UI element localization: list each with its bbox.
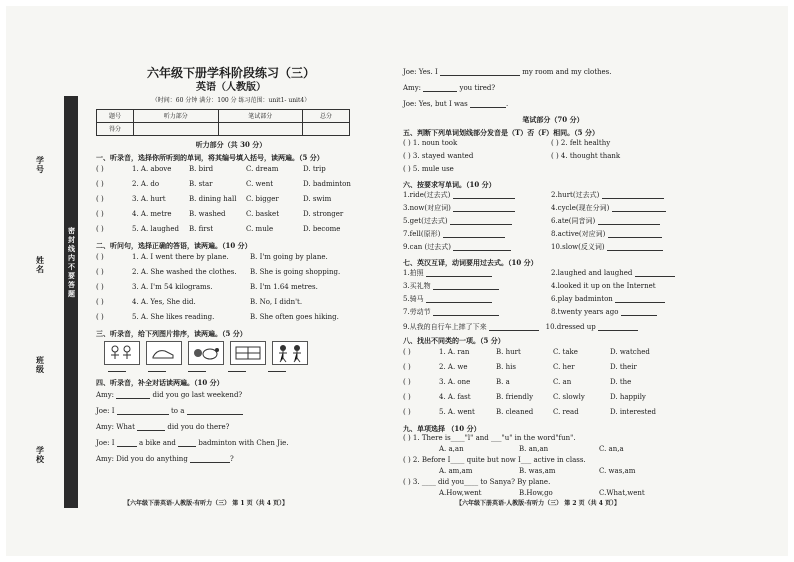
dialog-text: Amy: xyxy=(403,83,422,92)
word-item xyxy=(403,215,551,228)
answer-blank[interactable] xyxy=(450,218,512,225)
word-item xyxy=(551,202,699,215)
option: C. went xyxy=(246,180,274,188)
question-row[interactable]: ( ) 5. mule use xyxy=(403,165,454,173)
answer-blank[interactable] xyxy=(117,408,169,415)
word-item xyxy=(403,202,551,215)
option: C. her xyxy=(553,363,575,371)
option: 4. A. fast xyxy=(439,393,471,401)
question-row[interactable]: ( ) 1. noun took xyxy=(403,139,458,147)
question-row xyxy=(96,250,366,265)
translate-prompt: 3.买礼物 xyxy=(403,282,431,290)
answer-blank[interactable] xyxy=(607,244,663,251)
right-page xyxy=(403,64,703,499)
exam-subtitle: 英语（人教版） xyxy=(196,82,266,93)
answer-blank[interactable]: ( ) xyxy=(403,393,411,401)
question-row xyxy=(403,405,703,420)
dialog-text: Joe: I xyxy=(96,406,115,415)
question-row xyxy=(403,360,703,375)
option[interactable]: C. an,a xyxy=(599,445,624,453)
score-header-cell: 笔试部分 xyxy=(218,110,303,123)
score-header-cell: 题号 xyxy=(97,110,134,123)
dialog-text: a bike and xyxy=(138,438,176,447)
answer-blank[interactable] xyxy=(423,85,457,92)
option: B. a xyxy=(496,378,510,386)
translate-item xyxy=(551,267,699,280)
score-header-cell: 总分 xyxy=(303,110,350,123)
translate-prompt: 4.looked it up on the Internet xyxy=(551,282,656,290)
answer-blank[interactable] xyxy=(117,440,137,447)
answer-blank[interactable] xyxy=(228,367,246,372)
dialog-line xyxy=(96,387,366,403)
option[interactable]: A.How,went xyxy=(439,489,482,497)
exam-meta: （时间：60 分钟 满分：100 分 练习范围：unit1- unit4） xyxy=(151,97,311,104)
word-prompt: 3.now(对应词) xyxy=(403,204,451,212)
option: B. hurt xyxy=(496,348,521,356)
answer-blank[interactable] xyxy=(453,192,515,199)
mc-options xyxy=(403,444,703,455)
score-cell[interactable] xyxy=(134,123,219,136)
dialog-text: badminton with Chen Jie. xyxy=(198,438,289,447)
option[interactable]: A. a,an xyxy=(439,445,464,453)
word-prompt: 6.ate(同音词) xyxy=(551,217,596,225)
dialog-line xyxy=(96,403,366,419)
option: 1. A. I went there by plane. xyxy=(132,253,229,261)
option: 4. A. metre xyxy=(132,210,172,218)
page-1-footer: 【六年级下册英语·人教版·有听力（三） 第 1 页（共 4 页）】 xyxy=(124,500,288,507)
option: 2. A. She washed the clothes. xyxy=(132,268,237,276)
option: B. first xyxy=(189,225,214,233)
section-7-title: 七、英汉互译，动词要用过去式。（10 分） xyxy=(403,258,538,267)
dialog-text: Joe: I xyxy=(96,438,115,447)
answer-blank[interactable]: ( ) xyxy=(96,225,104,233)
translate-item xyxy=(403,280,551,293)
option: B. She often goes hiking. xyxy=(250,313,339,321)
option: 3. A. one xyxy=(439,378,471,386)
answer-blank[interactable] xyxy=(187,408,243,415)
question-row xyxy=(96,192,366,207)
score-header-cell: 听力部分 xyxy=(134,110,219,123)
translate-item xyxy=(403,293,551,306)
dialog-text: ? xyxy=(230,454,234,463)
translate-item xyxy=(551,293,699,306)
option: B. cleaned xyxy=(496,408,534,416)
dialog-line xyxy=(403,80,703,96)
word-item xyxy=(551,215,699,228)
answer-blank[interactable]: ( ) xyxy=(96,180,104,188)
translate-item xyxy=(551,280,699,293)
mc-question: ( ) 3. ____ did you____ to Sanya? By plane. xyxy=(403,478,551,486)
option[interactable]: C.What,went xyxy=(599,489,645,497)
answer-blank[interactable] xyxy=(602,192,664,199)
question-row xyxy=(403,375,703,390)
answer-blank[interactable] xyxy=(137,424,165,431)
option: B. star xyxy=(189,180,213,188)
answer-blank[interactable] xyxy=(433,283,499,290)
section-4-title: 四、听录音，补全对话读两遍。（10 分） xyxy=(96,378,224,387)
answer-blank[interactable] xyxy=(453,205,515,212)
answer-blank[interactable] xyxy=(108,367,126,372)
option: B. friendly xyxy=(496,393,534,401)
answer-blank[interactable] xyxy=(268,367,286,372)
answer-blank[interactable] xyxy=(190,456,230,463)
option: C. bigger xyxy=(246,195,279,203)
question-row xyxy=(96,295,366,310)
word-item xyxy=(403,241,551,254)
dialog-line xyxy=(96,451,366,467)
mc-question: ( ) 2. Before I____ quite but now I___ active in class. xyxy=(403,456,586,464)
option[interactable]: A. am,am xyxy=(439,467,473,475)
option: D. interested xyxy=(610,408,657,416)
answer-blank[interactable]: ( ) xyxy=(96,165,104,173)
section-5-rows xyxy=(403,137,703,176)
option: 2. A. we xyxy=(439,363,468,371)
question-row[interactable]: ( ) 4. thought thank xyxy=(551,152,621,160)
option: 5. A. laughed xyxy=(132,225,179,233)
listening-title: 听力部分（共 30 分） xyxy=(195,140,267,149)
option: D. become xyxy=(303,225,341,233)
answer-blank[interactable] xyxy=(621,309,657,316)
option: 2. A. do xyxy=(132,180,160,188)
word-prompt: 9.can (过去式) xyxy=(403,243,451,251)
dialog-line xyxy=(403,96,703,112)
section-3-title: 三、听录音，给下列图片排序，读两遍。（5 分） xyxy=(96,329,247,338)
dialog-text: you tired? xyxy=(459,83,496,92)
section-5-title: 五、判断下列单词划线部分发音是（T）否（F）相同。（5 分） xyxy=(403,128,599,137)
option: 5. A. She likes reading. xyxy=(132,313,215,321)
section-2-rows xyxy=(96,250,366,325)
answer-blank[interactable] xyxy=(148,367,166,372)
word-item xyxy=(551,241,699,254)
answer-blank[interactable] xyxy=(598,324,638,331)
picture-kids-icon xyxy=(104,341,140,365)
option: C. read xyxy=(553,408,579,416)
answer-blank[interactable] xyxy=(178,440,196,447)
option: C. an xyxy=(553,378,572,386)
writing-title: 笔试部分（70 分） xyxy=(522,115,584,124)
dialog-line xyxy=(96,419,366,435)
answer-blank[interactable] xyxy=(453,244,511,251)
option: D. their xyxy=(610,363,637,371)
dialog-text: Amy: xyxy=(96,390,115,399)
dialog-text: to a xyxy=(170,406,185,415)
option[interactable]: B.How,go xyxy=(519,489,553,497)
translate-prompt: 10.dressed up xyxy=(545,322,596,331)
translate-row xyxy=(403,319,703,335)
answer-blank[interactable]: ( ) xyxy=(403,348,411,356)
option[interactable]: B. an,an xyxy=(519,445,549,453)
answer-blank[interactable]: ( ) xyxy=(403,378,411,386)
answer-blank[interactable]: ( ) xyxy=(96,210,104,218)
score-table xyxy=(96,109,350,136)
option: C. dream xyxy=(246,165,279,173)
label-student-id: 学号 xyxy=(36,155,44,174)
question-row xyxy=(96,177,366,192)
binding-strip xyxy=(64,96,78,508)
option: 1. A. above xyxy=(132,165,172,173)
option: 5. A. went xyxy=(439,408,475,416)
word-item xyxy=(551,189,699,202)
option: B. No, I didn't. xyxy=(250,298,303,306)
option[interactable]: C. was,am xyxy=(599,467,636,475)
section-6-title: 六、按要求写单词。（10 分） xyxy=(403,180,496,189)
question-row[interactable]: ( ) 2. felt healthy xyxy=(551,139,611,147)
option: 3. A. I'm 54 kilograms. xyxy=(132,283,213,291)
picture-answer-blanks xyxy=(108,367,366,372)
score-row-label: 得分 xyxy=(97,123,134,136)
translate-prompt: 2.laughed and laughed xyxy=(551,269,633,277)
option: D. happily xyxy=(610,393,646,401)
word-prompt: 2.hurt(过去式) xyxy=(551,191,600,199)
question-row xyxy=(96,162,366,177)
option: D. badminton xyxy=(303,180,351,188)
picture-row xyxy=(104,341,366,365)
score-cell[interactable] xyxy=(303,123,350,136)
translate-item xyxy=(403,306,551,319)
answer-blank[interactable]: ( ) xyxy=(96,298,104,306)
dialog-line xyxy=(96,435,366,451)
picture-room-icon xyxy=(230,341,266,365)
dialog-text: Amy: What xyxy=(96,422,135,431)
option: B. his xyxy=(496,363,516,371)
section-6-items xyxy=(403,189,703,254)
word-item xyxy=(551,228,699,241)
dialog-text: Amy: Did you do anything xyxy=(96,454,188,463)
question-row xyxy=(96,265,366,280)
answer-blank[interactable] xyxy=(489,324,539,331)
answer-blank[interactable] xyxy=(116,392,150,399)
translate-prompt: 8.twenty years ago xyxy=(551,308,619,316)
translate-prompt: 9.从我的自行车上摔了下来 xyxy=(403,322,487,331)
label-name: 姓名 xyxy=(36,255,44,274)
translate-prompt: 5.骑马 xyxy=(403,295,424,303)
answer-blank[interactable] xyxy=(426,270,492,277)
word-prompt: 5.get(过去式) xyxy=(403,217,448,225)
mc-options xyxy=(403,466,703,477)
answer-blank[interactable]: ( ) xyxy=(96,253,104,261)
word-prompt: 7.fell(原形) xyxy=(403,230,441,238)
option: D. stronger xyxy=(303,210,344,218)
dialog-text: did you go last weekend? xyxy=(152,390,243,399)
option: C. take xyxy=(553,348,578,356)
answer-blank[interactable] xyxy=(612,205,666,212)
left-page xyxy=(96,46,366,467)
word-prompt: 8.active(对应词) xyxy=(551,230,606,238)
answer-blank[interactable] xyxy=(615,296,665,303)
question-row xyxy=(96,280,366,295)
translate-prompt: 1.拍照 xyxy=(403,269,424,277)
word-prompt: 4.cycle(现在分词) xyxy=(551,204,610,212)
section-1-title: 一、听录音，选择你所听到的单词，将其编号填入括号，读两遍。（5 分） xyxy=(96,153,324,162)
option: 3. A. hurt xyxy=(132,195,166,203)
answer-blank[interactable]: ( ) xyxy=(96,268,104,276)
answer-blank[interactable]: ( ) xyxy=(96,195,104,203)
question-row xyxy=(403,390,703,405)
word-prompt: 1.ride(过去式) xyxy=(403,191,451,199)
answer-blank[interactable] xyxy=(426,296,492,303)
exam-title: 六年级下册学科阶段练习（三） xyxy=(146,66,315,80)
option: B. I'm going by plane. xyxy=(250,253,328,261)
option[interactable]: B. was,am xyxy=(519,467,556,475)
option: B. dining hall xyxy=(189,195,237,203)
picture-shoe-icon xyxy=(146,341,182,365)
option: D. trip xyxy=(303,165,326,173)
question-row xyxy=(96,310,366,325)
option: D. the xyxy=(610,378,632,386)
option: C. slowly xyxy=(553,393,585,401)
answer-blank[interactable] xyxy=(443,231,505,238)
answer-blank[interactable]: ( ) xyxy=(96,313,104,321)
option: B. washed xyxy=(189,210,226,218)
answer-blank[interactable] xyxy=(440,69,520,76)
option: C. mule xyxy=(246,225,274,233)
answer-blank[interactable]: ( ) xyxy=(403,408,411,416)
word-item xyxy=(403,228,551,241)
seal-line-text: 密 封 线 内 不 要 答 题 xyxy=(68,226,75,298)
section-9-title: 九、单项选择 （10 分） xyxy=(403,424,481,433)
question-row xyxy=(96,222,366,237)
picture-animals-icon xyxy=(188,341,224,365)
translate-item xyxy=(551,306,699,319)
translate-prompt: 7.劳动节 xyxy=(403,308,431,316)
answer-blank[interactable] xyxy=(433,309,499,316)
page-2-footer: 【六年级下册英语·人教版·有听力（三） 第 2 页（共 4 页）】 xyxy=(456,500,620,507)
answer-blank[interactable]: ( ) xyxy=(96,283,104,291)
answer-blank[interactable] xyxy=(598,218,660,225)
option: C. basket xyxy=(246,210,280,218)
section-2-title: 二、听问句，选择正确的答语，读两遍。（10 分） xyxy=(96,241,252,250)
option: 1. A. ran xyxy=(439,348,470,356)
section-8-title: 八、找出不同类的一项。（5 分） xyxy=(403,336,505,345)
mc-question: ( ) 1. There is____"l" and ___"u" in the word"fun". xyxy=(403,434,576,442)
option: D. swim xyxy=(303,195,332,203)
exam-sheet xyxy=(6,6,788,556)
translate-prompt: 6.play badminton xyxy=(551,295,613,303)
answer-blank[interactable] xyxy=(608,231,662,238)
section-7-items xyxy=(403,267,703,319)
question-row xyxy=(96,207,366,222)
dialog-text: my room and my clothes. xyxy=(522,67,612,76)
option: B. She is going shopping. xyxy=(250,268,341,276)
section-1-rows xyxy=(96,162,366,237)
answer-blank[interactable]: ( ) xyxy=(403,363,411,371)
label-class: 班级 xyxy=(36,355,44,374)
option: B. I'm 1.64 metres. xyxy=(250,283,318,291)
option: B. bird xyxy=(189,165,214,173)
label-school: 学校 xyxy=(36,445,44,464)
score-cell[interactable] xyxy=(218,123,303,136)
answer-blank[interactable] xyxy=(470,99,509,108)
section-8-rows xyxy=(403,345,703,420)
question-row xyxy=(403,345,703,360)
answer-blank[interactable] xyxy=(635,270,675,277)
question-row[interactable]: ( ) 3. stayed wanted xyxy=(403,152,474,160)
dialog-text: did you do there? xyxy=(167,422,230,431)
dialog-text: Joe: Yes. I xyxy=(403,67,438,76)
dialog-line xyxy=(403,64,703,80)
answer-blank[interactable] xyxy=(188,367,206,372)
option: D. watched xyxy=(610,348,650,356)
word-item xyxy=(403,189,551,202)
option: 4. A. Yes, She did. xyxy=(132,298,196,306)
dialog-text: Joe: Yes, but I was xyxy=(403,99,468,108)
picture-children-icon xyxy=(272,341,308,365)
dialog-text: . xyxy=(505,99,509,108)
translate-item xyxy=(403,267,551,280)
word-prompt: 10.slow(反义词) xyxy=(551,243,605,251)
